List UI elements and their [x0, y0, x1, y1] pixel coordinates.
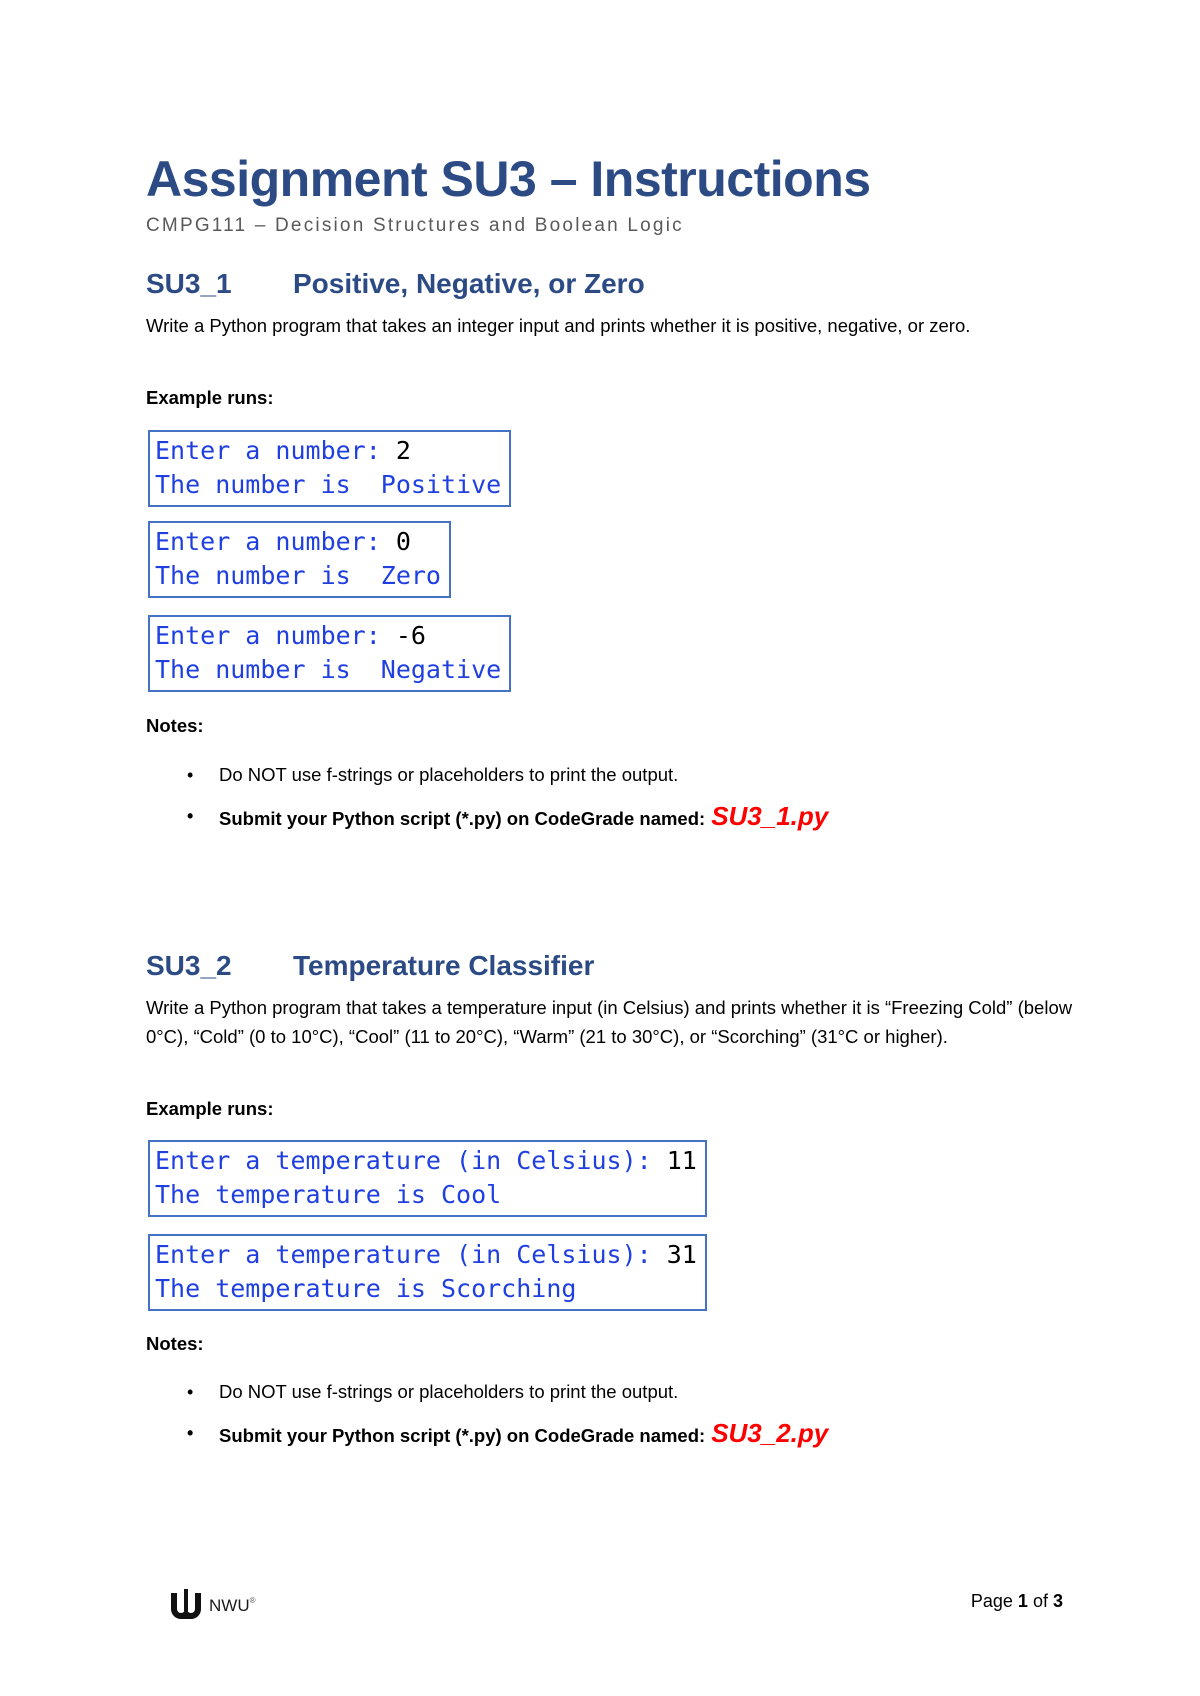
console-input: 11: [666, 1146, 697, 1175]
page-number: [971, 1591, 1063, 1612]
section-heading-su3-1: [146, 268, 645, 300]
section-heading-su3-2: [146, 950, 594, 982]
nwu-logo: [168, 1588, 258, 1624]
section-title: Positive, Negative, or Zero: [293, 268, 645, 299]
nwu-logo-icon: [168, 1589, 204, 1623]
submission-filename: SU3_1.py: [711, 801, 829, 831]
note-text: Submit your Python script (*.py) on CodeGrade named:: [219, 808, 706, 829]
console-prompt: Enter a number:: [155, 621, 396, 650]
section-title: Temperature Classifier: [293, 950, 595, 981]
notes-label: Notes:: [146, 1333, 204, 1354]
note-text: Do NOT use f-strings or placeholders to print the output.: [219, 1381, 679, 1402]
example-runs-label: Example runs:: [146, 387, 274, 408]
page-total: 3: [1052, 1591, 1063, 1611]
console-output: The temperature is Cool: [155, 1180, 502, 1209]
example-run-console: [148, 521, 451, 598]
page-label: Page: [970, 1591, 1013, 1611]
bullet-icon: •: [187, 765, 194, 785]
submission-filename: SU3_2.py: [711, 1418, 829, 1448]
console-output: The number is Negative: [155, 655, 502, 684]
list-item: [146, 761, 1076, 799]
example-run-console: [148, 1234, 707, 1311]
logo-text: [209, 1596, 256, 1616]
list-item: [146, 1378, 1076, 1416]
console-prompt: Enter a number:: [155, 436, 396, 465]
section-number: SU3_2: [146, 950, 232, 981]
page-title: Assignment SU3 – Instructions: [146, 151, 871, 207]
console-output: The temperature is Scorching: [155, 1274, 577, 1303]
list-item: [146, 799, 1076, 836]
example-run-console: [148, 615, 511, 692]
notes-label: Notes:: [146, 715, 204, 736]
console-input: 0: [395, 527, 411, 556]
page-of: of: [1032, 1591, 1048, 1611]
console-output: The number is Positive: [155, 470, 502, 499]
section-number: SU3_1: [146, 268, 232, 299]
console-prompt: Enter a temperature (in Celsius):: [155, 1240, 667, 1269]
section-description: Write a Python program that takes a temperature input (in Celsius) and prints whether it is “Freezing Cold” (below 0°C), “Cold” (0 to 10°C), “Cool” (11 to 20°C), “Warm” (21 to 30°C), or “Scorching” (31°C or higher).: [146, 997, 1073, 1047]
notes-list: [146, 761, 1076, 836]
console-input: -6: [395, 621, 426, 650]
section-description: Write a Python program that takes an integer input and prints whether it is positive, negative, or zero.: [146, 315, 971, 336]
note-text: Submit your Python script (*.py) on CodeGrade named:: [219, 1425, 706, 1446]
page-subtitle: CMPG111 – Decision Structures and Boolean Logic: [146, 215, 684, 236]
note-text: Do NOT use f-strings or placeholders to print the output.: [219, 764, 679, 785]
bullet-icon: •: [187, 1423, 194, 1443]
console-prompt: Enter a number:: [155, 527, 396, 556]
example-runs-label: Example runs:: [146, 1098, 274, 1119]
page-current: 1: [1017, 1591, 1028, 1611]
logo-name: NWU: [209, 1596, 250, 1615]
example-run-console: [148, 430, 511, 507]
console-output: The number is Zero: [155, 561, 441, 590]
notes-list: [146, 1378, 1076, 1453]
example-run-console: [148, 1140, 707, 1217]
bullet-icon: •: [187, 1382, 194, 1402]
console-prompt: Enter a temperature (in Celsius):: [155, 1146, 667, 1175]
console-input: 31: [666, 1240, 697, 1269]
bullet-icon: •: [187, 806, 194, 826]
list-item: [146, 1416, 1076, 1453]
registered-mark: ®: [249, 1596, 256, 1605]
console-input: 2: [395, 436, 411, 465]
